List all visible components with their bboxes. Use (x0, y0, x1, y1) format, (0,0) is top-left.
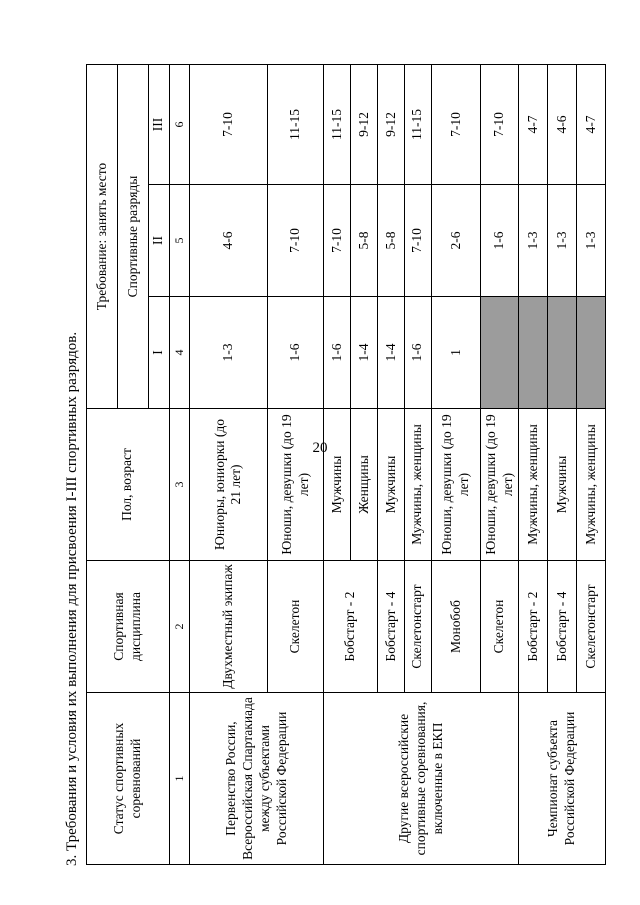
header-row-1 (87, 64, 118, 864)
header-sex-age: Пол, возраст (87, 409, 170, 561)
rank-2-cell: 4-6 (190, 185, 267, 297)
header-sport-ranks: Спортивные разряды (117, 64, 148, 408)
rank-1-cell: 1 (431, 297, 481, 409)
sex-age-cell: Женщины (351, 409, 378, 561)
rank-2-cell: 7-10 (324, 185, 351, 297)
discipline-cell: Бобстарт - 4 (378, 561, 405, 693)
discipline-cell: Бобстарт - 4 (548, 561, 577, 693)
rank-3-cell: 11-15 (404, 64, 431, 184)
column-number: 5 (169, 185, 190, 297)
shaded-empty-cell (519, 297, 548, 409)
column-number: 2 (169, 561, 190, 693)
sex-age-cell: Юниоры, юниорки (до 21 лет) (190, 409, 267, 561)
discipline-cell: Монобоб (431, 561, 481, 693)
section-title: 3. Требования и условия их выполнения для присвоения I-III спортивных разрядов. (64, 331, 80, 866)
discipline-cell: Скелетон (481, 561, 519, 693)
column-number-row (169, 64, 190, 864)
column-number: 6 (169, 64, 190, 184)
discipline-cell: Скелетонстарт (576, 561, 605, 693)
rank-requirements-table (86, 64, 606, 865)
table-row (190, 64, 267, 864)
table-row (324, 64, 351, 864)
column-number: 3 (169, 409, 190, 561)
header-rank-3: III (148, 64, 169, 184)
column-number: 1 (169, 693, 190, 865)
rank-3-cell: 11-15 (324, 64, 351, 184)
rank-1-cell: 1-3 (190, 297, 267, 409)
header-discipline: Спортивная дисциплина (87, 561, 170, 693)
rotated-table-wrapper (86, 65, 606, 865)
rank-2-cell: 1-3 (519, 185, 548, 297)
rank-2-cell: 2-6 (431, 185, 481, 297)
sex-age-cell: Мужчины, женщины (404, 409, 431, 561)
shaded-empty-cell (576, 297, 605, 409)
sex-age-cell: Юноши, девушки (до 19 лет) (431, 409, 481, 561)
sex-age-cell: Мужчины, женщины (576, 409, 605, 561)
sex-age-cell: Мужчины, женщины (519, 409, 548, 561)
sex-age-cell: Мужчины (378, 409, 405, 561)
discipline-cell: Скелетонстарт (404, 561, 431, 693)
sex-age-cell: Юноши, девушки (до 19 лет) (267, 409, 324, 561)
rank-1-cell: 1-6 (404, 297, 431, 409)
status-cell: Чемпионат субъекта Российской Федерации (519, 693, 606, 865)
header-rank-1: I (148, 297, 169, 409)
rank-1-cell: 1-6 (324, 297, 351, 409)
discipline-cell: Двухместный экипаж (190, 561, 267, 693)
rank-2-cell: 1-6 (481, 185, 519, 297)
status-cell: Первенство России, Всероссийская Спартакиада между субъектами Российской Федерации (190, 693, 324, 865)
header-status: Статус спортивных соревнований (87, 693, 170, 865)
table-row (519, 64, 548, 864)
rank-2-cell: 7-10 (267, 185, 324, 297)
rank-2-cell: 1-3 (576, 185, 605, 297)
sex-age-cell: Мужчины (324, 409, 351, 561)
rank-1-cell: 1-6 (267, 297, 324, 409)
rank-3-cell: 11-15 (267, 64, 324, 184)
rank-2-cell: 1-3 (548, 185, 577, 297)
rank-3-cell: 9-12 (351, 64, 378, 184)
rank-3-cell: 4-7 (576, 64, 605, 184)
discipline-cell: Бобстарт - 2 (324, 561, 378, 693)
discipline-cell: Бобстарт - 2 (519, 561, 548, 693)
column-number: 4 (169, 297, 190, 409)
rank-3-cell: 9-12 (378, 64, 405, 184)
rank-1-cell: 1-4 (378, 297, 405, 409)
header-requirement: Требование: занять место (87, 64, 118, 408)
page-number: 20 (312, 440, 328, 456)
rank-3-cell: 7-10 (190, 64, 267, 184)
rank-1-cell: 1-4 (351, 297, 378, 409)
rank-3-cell: 7-10 (431, 64, 481, 184)
rank-2-cell: 7-10 (404, 185, 431, 297)
discipline-cell: Скелетон (267, 561, 324, 693)
rank-3-cell: 7-10 (481, 64, 519, 184)
rank-3-cell: 4-7 (519, 64, 548, 184)
rank-2-cell: 5-8 (378, 185, 405, 297)
status-cell: Другие всероссийские спортивные соревнования, включенные в ЕКП (324, 693, 519, 865)
sex-age-cell: Мужчины (548, 409, 577, 561)
shaded-empty-cell (481, 297, 519, 409)
rank-3-cell: 4-6 (548, 64, 577, 184)
shaded-empty-cell (548, 297, 577, 409)
header-rank-2: II (148, 185, 169, 297)
sex-age-cell: Юноши, девушки (до 19 лет) (481, 409, 519, 561)
rank-2-cell: 5-8 (351, 185, 378, 297)
